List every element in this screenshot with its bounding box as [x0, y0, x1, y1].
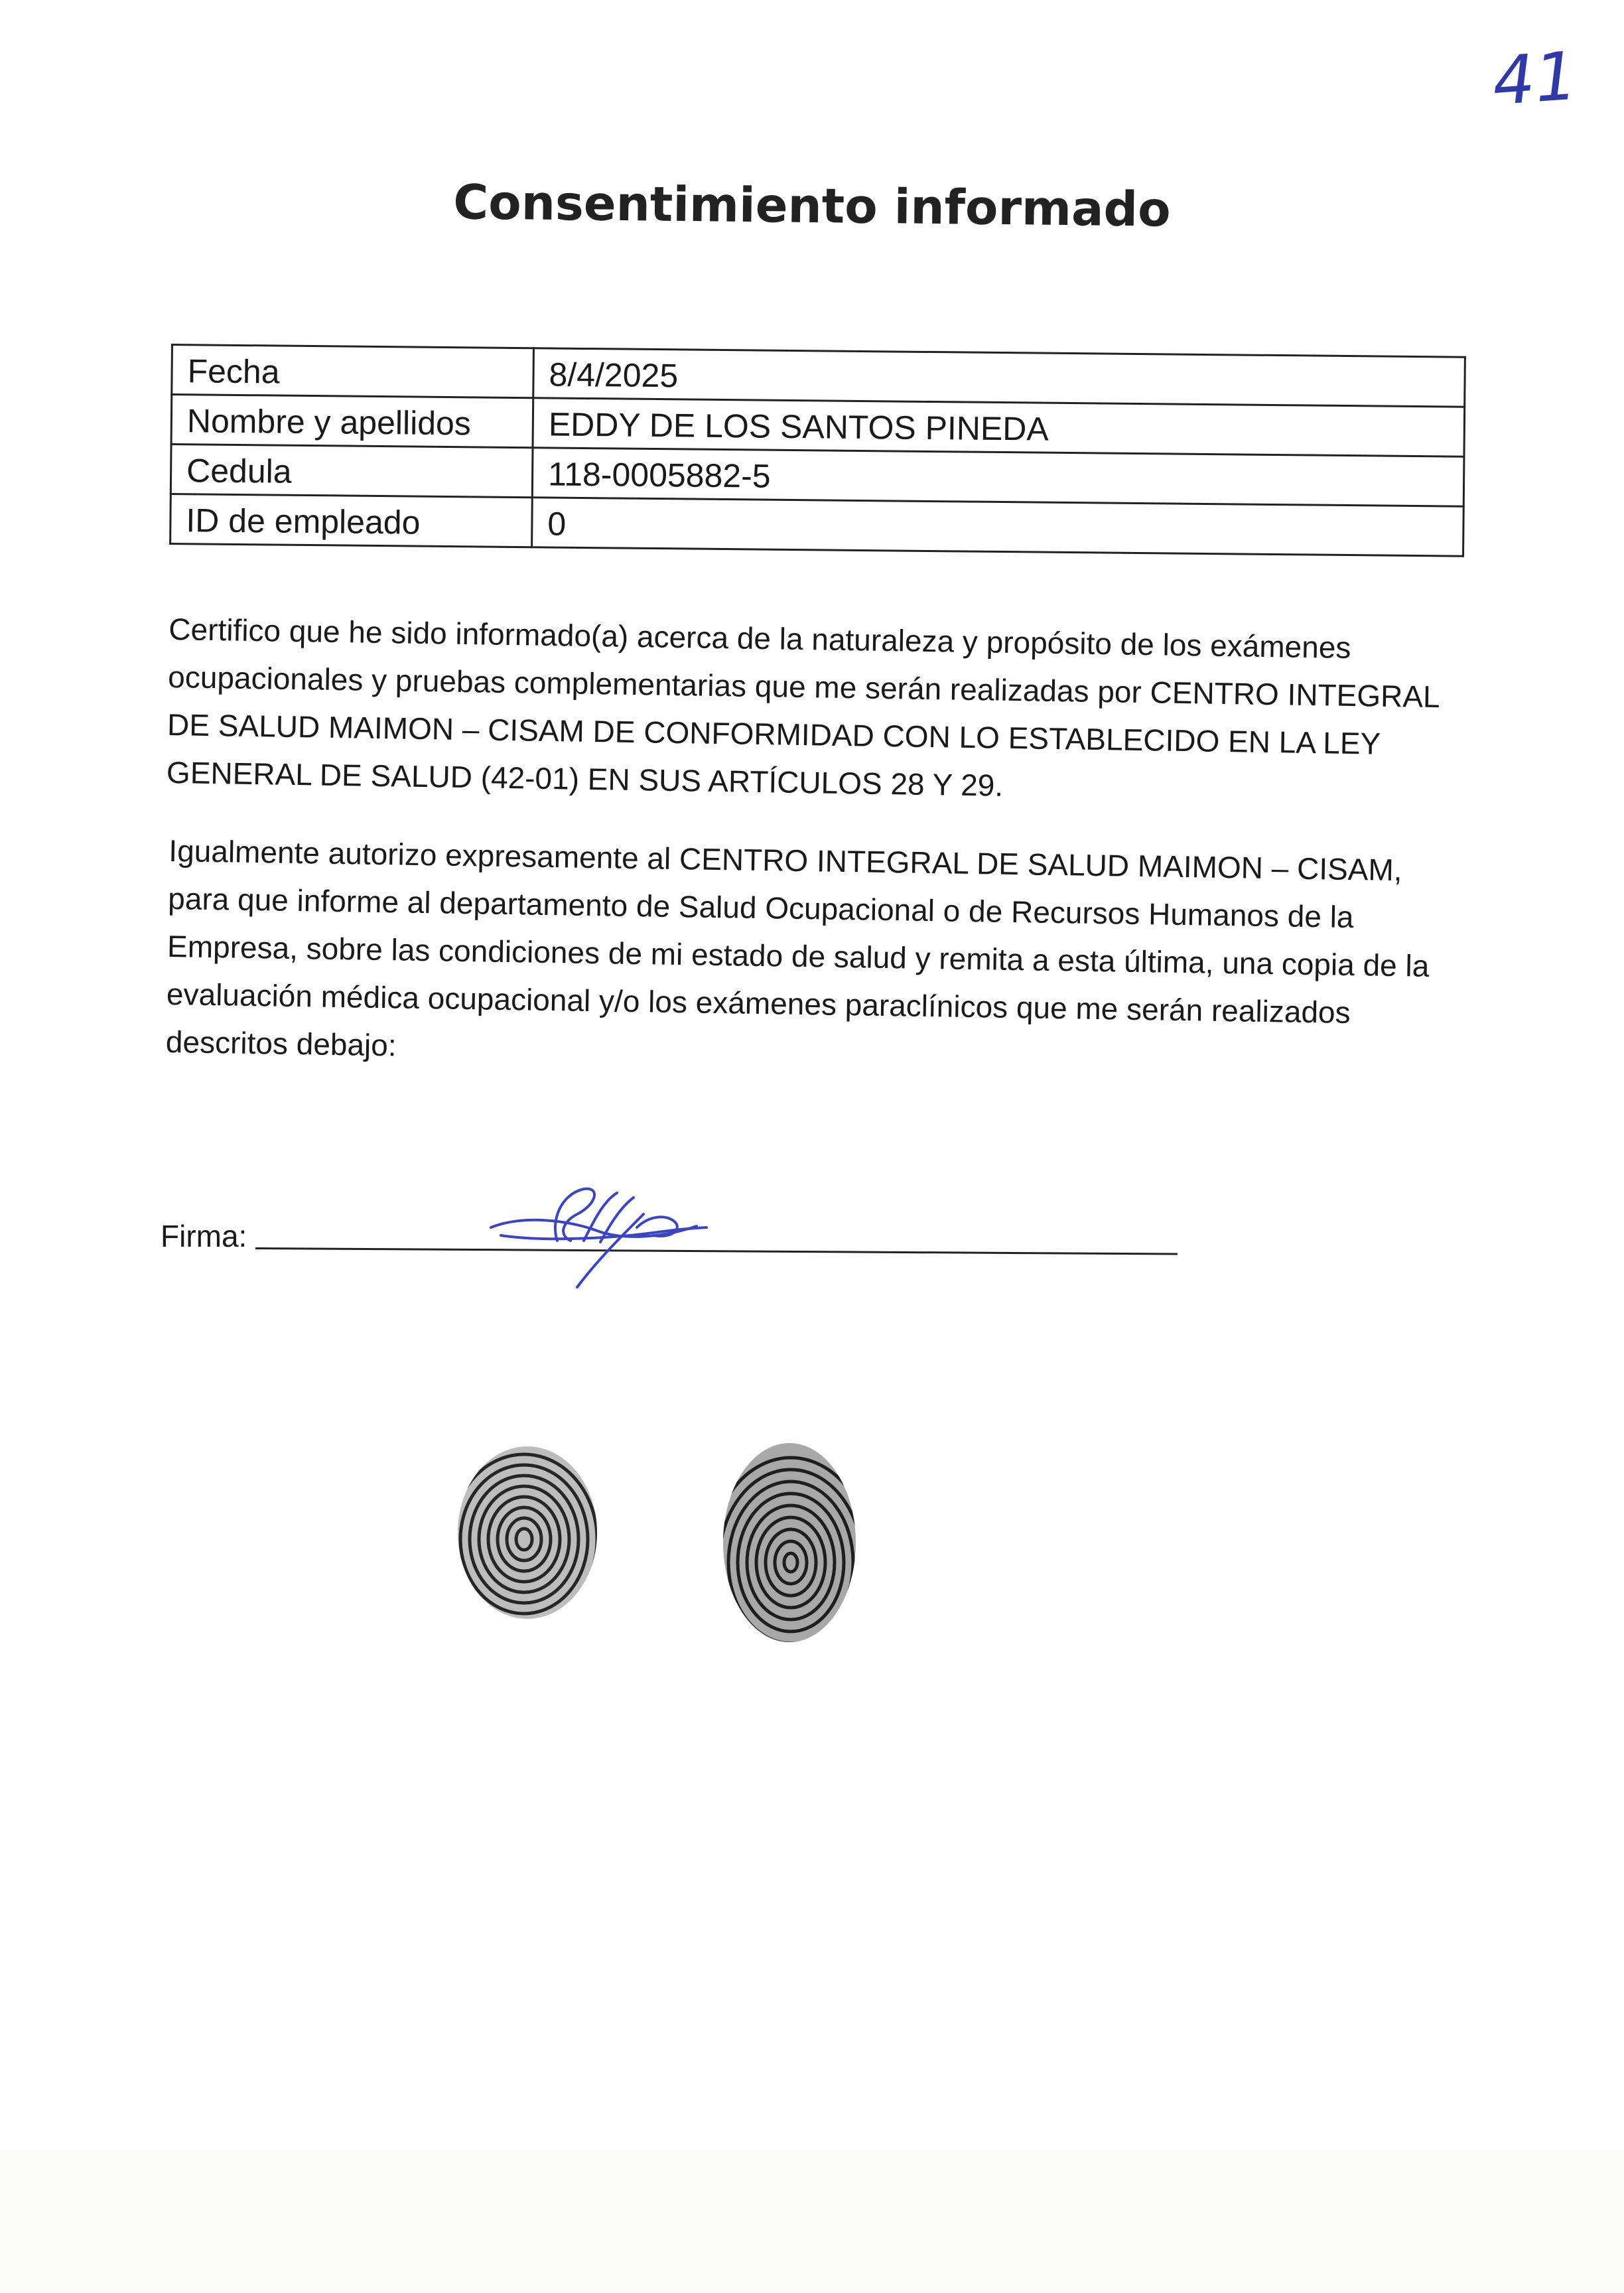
document-title: Consentimiento informado: [452, 174, 1172, 238]
certification-paragraph: Certifico que he sido informado(a) acerca de la naturaleza y propósito de los exámenes ocupacionales y pruebas complementarias que me serán realizadas por CENTRO INTEGRAL DE SALUD MAIMON – CISAM DE CONFORMIDAD CON LO ESTABLECIDO EN LA LEY GENERAL DE SALUD (42-01) EN SUS ARTÍCULOS 28 Y 29.: [166, 611, 1440, 803]
page-number: 41: [1490, 36, 1580, 121]
table-label-cedula: Cedula: [170, 445, 533, 498]
fingerprint-left-icon: [451, 1440, 604, 1626]
table-value-nombre: EDDY DE LOS SANTOS PINEDA: [533, 398, 1465, 456]
firma-label: Firma:: [161, 1219, 247, 1253]
fingerprint-right-icon: [716, 1436, 862, 1649]
table-value-id-empleado: 0: [532, 498, 1464, 556]
table-label-id-empleado: ID de empleado: [170, 494, 533, 547]
scan-edge: [0, 2150, 1624, 2293]
handwritten-signature: [478, 1174, 716, 1307]
table-label-fecha: Fecha: [172, 345, 534, 398]
table-value-fecha: 8/4/2025: [533, 348, 1465, 407]
info-table: [169, 344, 1466, 557]
table-label-nombre: Nombre y apellidos: [171, 395, 533, 448]
authorization-paragraph: Igualmente autorizo expresamente al CENTRO INTEGRAL DE SALUD MAIMON – CISAM, para que informe al departamento de Salud Ocupacional o de Recursos Humanos de la Empresa, sobre las condiciones de mi estado de salud y remita a esta última, una copia de la evaluación médica ocupacional y/o los exámenes paraclínicos que me serán realizados descritos debajo:: [165, 833, 1430, 1063]
table-value-cedula: 118-0005882-5: [532, 448, 1464, 506]
